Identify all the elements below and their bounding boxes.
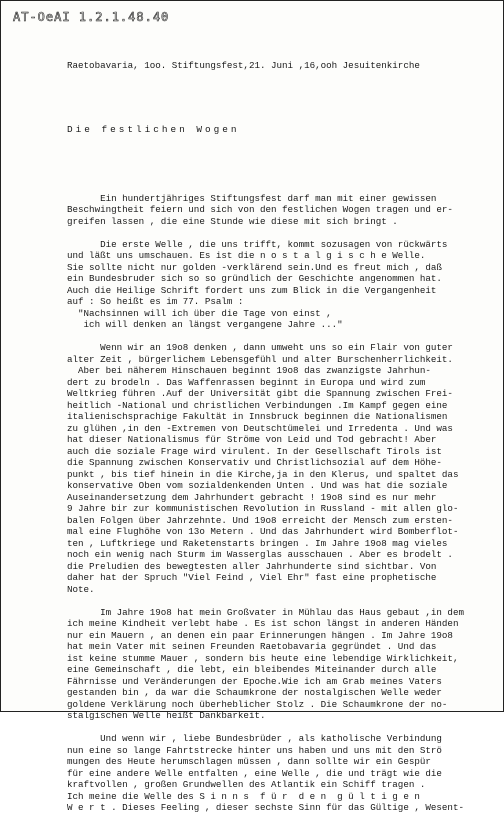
text-line: italienischsprachige Fakultät in Innsbruck beginnen die Nationalismen [67, 411, 448, 422]
text-line: Ich meine die Welle des S i n n s f ü r d e n g ü l t i g e n [67, 790, 420, 802]
text-line: Weltkrieg führen .Auf der Universität gibt die Spannung zwischen Frei- [67, 388, 453, 399]
text-line: ich will denken an längst vergangene Jahre ..." [67, 319, 343, 330]
text-line: und läßt uns umschauen. Es ist die n o s t a l g i s c h e Welle. [67, 250, 426, 261]
text-line: Auseinandersetzung dem Jahrhundert gebracht ! 19o8 sind es nur mehr [67, 491, 437, 503]
text-line: Die erste Welle , die uns trifft, kommt sozusagen von rückwärts [67, 238, 448, 250]
text-line: Note. [67, 583, 95, 595]
text-line: Im Jahre 19o8 hat mein Großvater in Mühlau das Haus gebaut ,in dem [67, 606, 464, 618]
text-line: W e r t . Dieses Feeling , dieser sechste Sinn für das Gültige , Wesent- [67, 802, 464, 813]
text-line: hat dieser Nationalismus für Ströme von Leid und Tod gebracht! Aber [67, 434, 437, 445]
paragraph [67, 193, 495, 228]
text-line: konservative Oben vom sozialdenkenden Unten . Und was hat die soziale [67, 480, 448, 491]
text-line: Ein hundertjähriges Stiftungsfest darf man mit einer gewissen [67, 192, 437, 204]
text-line: dert zu brodeln . Das Waffenrassen beginnt in Europa und wird zum [67, 376, 426, 388]
text-line: balen Folgen über Jahrzehnte. Und 19o8 erreicht der Mensch zum ersten- [67, 514, 453, 526]
text-line: ist keine stumme Mauer , sondern bis heute eine lebendige Wirklichkeit, [67, 652, 459, 664]
text-line: mungen des Heute herumschlagen müssen , dann sollte wir ein Gespür [67, 756, 431, 767]
text-line: Sie sollte nicht nur golden -verklärend sein.Und es freut mich , daß [67, 261, 442, 273]
text-line: hat mein Vater mit seinen Freunden Raetobavaria gegründet . Und das [67, 641, 437, 652]
paragraphs [67, 193, 495, 814]
text-line: Aber bei näherem Hinschauen beginnt 19o8 das zwanzigste Jahrhun- [67, 365, 431, 376]
text-line: ten , Luftkriege und Raketenstarts bringen . Im Jahre 19o8 mag vieles [67, 537, 448, 549]
text-line: Und wenn wir , liebe Bundesbrüder , als katholische Verbindung [67, 733, 442, 744]
paragraph [67, 607, 495, 722]
text-line: nur ein Mauern , an denen ein paar Erinnerungen hängen . Im Jahre 19o8 [67, 629, 453, 641]
document-title: Die festlichen Wogen [67, 123, 240, 135]
text-line: Wenn wir an 19o8 denken , dann umweht uns so ein Flair von guter [67, 342, 453, 353]
text-line: daher hat der Spruch "Viel Feind , Viel Ehr" fast eine prophetische [67, 572, 437, 583]
text-line: gestanden bin , da war die Schaumkrone der nostalgischen Welle weder [67, 687, 442, 698]
text-line: greifen lassen , die eine Stunde wie diese mit sich bringt . [67, 215, 398, 227]
text-line: für eine andere Welle entfalten , eine Welle , die und trägt wie die [67, 767, 442, 779]
text-line: heitlich -National und christlichen Verbindungen .Im Kampf gegen eine [67, 399, 448, 411]
header-line: Raetobavaria, 1oo. Stiftungsfest,21. Juni ,16,ooh Jesuitenkirche [67, 60, 420, 71]
text-line: "Nachsinnen will ich über die Tage von einst , [67, 307, 332, 319]
text-line: auch die soziale Frage wird virulent. In der Gesellschaft Tirols ist [67, 445, 442, 457]
text-line: kraftvollen , großen Grundwellen des Atlantik ein Schiff tragen . [67, 779, 426, 790]
paragraph [67, 342, 495, 595]
text-line: alter Zeit , bürgerlichem Lebensgefühl und alter Burschenherrlichkeit. [67, 353, 453, 365]
text-line: die Spannung zwischen Konservativ und Christlichsozial auf dem Höhe- [67, 457, 442, 468]
text-line: stalgischen Welle heißt Dankbarkeit. [67, 710, 266, 721]
text-line: nun eine so lange Fahrtstrecke hinter uns haben und uns mit den Strö [67, 744, 442, 756]
text-line: eine Gemeinschaft , die lebt, ein bleibendes Miteinander durch alle [67, 664, 437, 675]
text-line: Beschwingtheit feiern und sich von den festlichen Wogen tragen und er- [67, 204, 453, 215]
text-line: goldene Verklärung noch überheblicher Stolz . Die Schaumkrone der no- [67, 698, 448, 710]
text-line: mal eine Flughöhe von 13o Metern . Und das Jahrhundert wird Bomberflot- [67, 526, 459, 537]
paragraph [67, 733, 495, 814]
text-line: ein Bundesbruder sich so so gründlich der Geschichte angenommen hat. [67, 273, 442, 284]
paragraph [67, 239, 495, 331]
text-line: noch ein wenig nach Sturm im Wasserglas ausschauen . Aber es brodelt . [67, 549, 453, 560]
text-line: Fährnisse und Veränderungen der Epoche.Wie ich am Grab meines Vaters [67, 675, 442, 687]
text-line: die Preludien des bewegtesten aller Jahrhunderte sind sichtbar. Von [67, 560, 437, 572]
text-line: punkt , bis tief hinein in die Kirche,ja in den Klerus, und spaltet das [67, 468, 459, 480]
typewritten-text [67, 37, 495, 837]
text-line: 9 Jahre bir zur kommunistischen Revolution in Russland - mit allen glo- [67, 503, 459, 514]
text-line: ich meine Kindheit verlebt habe . Es ist schon längst in anderen Händen [67, 618, 459, 629]
text-line: Auch die Heilige Schrift fordert uns zum Blick in die Vergangenheit [67, 284, 437, 296]
archive-stamp: AT-OeAI 1.2.1.48.40 [13, 10, 170, 24]
text-line: zu glühen ,in den -Extremen von Deutschtümelei und Irredenta . Und was [67, 422, 453, 434]
text-line: auf : So heißt es im 77. Psalm : [67, 296, 244, 307]
